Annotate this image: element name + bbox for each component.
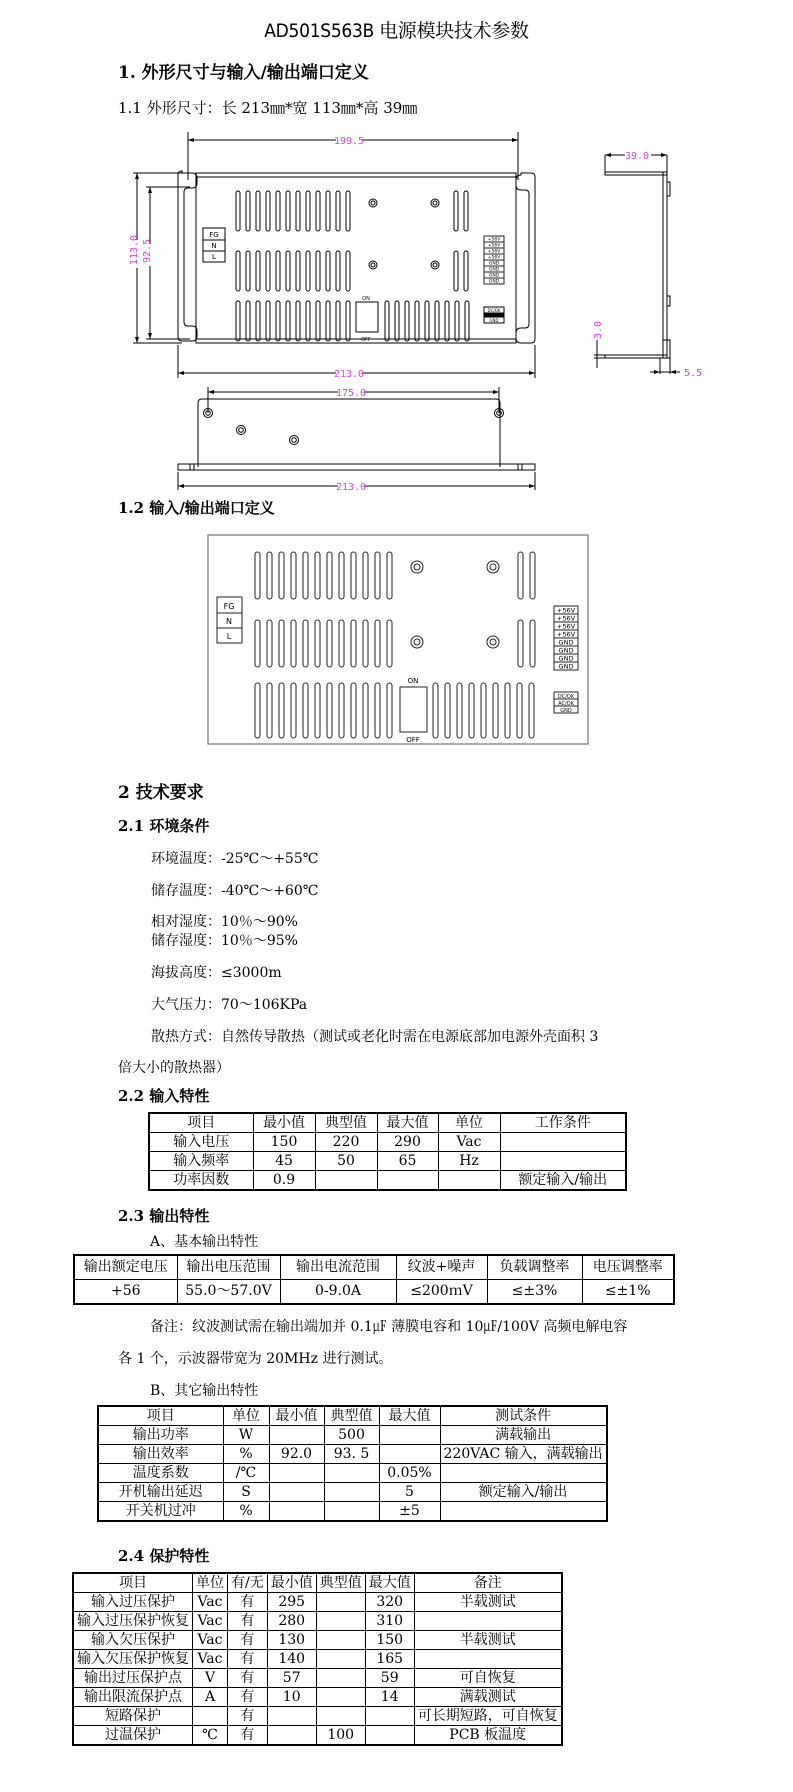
table-header-cell: 工作条件: [500, 1113, 626, 1133]
vent-slot: [363, 683, 368, 738]
table-cell: [365, 1726, 414, 1746]
output-terminal-label: +56V: [487, 255, 501, 261]
table-cell: 165: [365, 1650, 414, 1669]
table-cell: [324, 1464, 379, 1483]
table-cell: 可自恢复: [414, 1669, 562, 1688]
dim-side-flange: 3.0: [593, 320, 604, 340]
other-output-table: [97, 1405, 608, 1522]
dim-height-inner: 92.5: [142, 238, 153, 264]
env-storage-temp: 储存温度：-40℃～+60℃: [151, 883, 319, 899]
table-header-cell: 典型值: [324, 1406, 379, 1426]
table-cell: [365, 1707, 414, 1726]
table-cell: [269, 1426, 324, 1445]
table-header-cell: 电压调整率: [582, 1255, 674, 1280]
table-row: [73, 1669, 562, 1688]
env-altitude: 海拔高度：≤3000m: [151, 965, 282, 981]
table-cell: 功率因数: [149, 1171, 253, 1191]
table-cell: [316, 1688, 365, 1707]
table-cell: [379, 1426, 440, 1445]
table-cell: 半载测试: [414, 1631, 562, 1650]
output-terminal-label: GND: [488, 267, 500, 273]
table-cell: 短路保护: [73, 1707, 193, 1726]
table-cell: Vac: [193, 1612, 228, 1631]
ripple-note-line1: 备注：纹波测试需在输出端加并 0.1㎌ 薄膜电容和 10㎌/100V 高频电解电容: [150, 1319, 628, 1335]
table-row: [73, 1631, 562, 1650]
env-cooling-cont: 倍大小的散热器）: [118, 1060, 230, 1076]
table-header-row: [73, 1573, 562, 1593]
ripple-note-line2: 各 1 个，示波器带宽为 20MHz 进行测试。: [118, 1351, 393, 1367]
table-cell: [267, 1726, 316, 1746]
table-header-row: [98, 1406, 607, 1426]
table-row: [74, 1280, 674, 1305]
table-cell: 57: [267, 1669, 316, 1688]
port-switch-on: ON: [407, 677, 419, 685]
vent-slot: [279, 620, 284, 667]
table-cell: ℃: [193, 1726, 228, 1746]
table-cell: 有: [228, 1669, 268, 1688]
table-cell: 92.0: [269, 1445, 324, 1464]
table-header-cell: 单位: [223, 1406, 269, 1426]
table-cell: [377, 1171, 438, 1191]
table-header-cell: 最小值: [253, 1113, 315, 1133]
vent-slot: [351, 552, 356, 599]
vent-slot: [518, 552, 523, 599]
table-cell: Hz: [438, 1152, 500, 1171]
vent-slot: [351, 683, 356, 738]
table-cell: 输入电压: [149, 1133, 253, 1152]
vent-slot: [327, 552, 332, 599]
protection-table: [72, 1572, 563, 1746]
vent-slot: [303, 683, 308, 738]
table-cell: Vac: [438, 1133, 500, 1152]
table-cell: [500, 1152, 626, 1171]
table-header-cell: 纹波+噪声: [396, 1255, 487, 1280]
table-cell: 有: [228, 1726, 268, 1746]
table-header-cell: 项目: [149, 1113, 253, 1133]
table-row: [73, 1650, 562, 1669]
table-cell: [193, 1707, 228, 1726]
output-terminal-label: +56V: [487, 243, 501, 249]
table-cell: ≤±1%: [582, 1280, 674, 1305]
vent-slot: [469, 683, 474, 738]
table-cell: 130: [267, 1631, 316, 1650]
table-cell: 可长期短路，可自恢复: [414, 1707, 562, 1726]
table-row: [98, 1502, 607, 1522]
output-terminal-label: GND: [558, 662, 574, 671]
table-cell: [269, 1464, 324, 1483]
table-cell: PCB 板温度: [414, 1726, 562, 1746]
top-terminal-fg: FG: [209, 231, 219, 239]
top-switch-off: OFF: [361, 337, 371, 343]
table-cell: 0.9: [253, 1171, 315, 1191]
table-cell: 开关机过冲: [98, 1502, 223, 1522]
document-title: AD501S563B 电源模块技术参数: [264, 20, 529, 42]
section2-2-heading: 2.2 输入特性: [118, 1087, 210, 1105]
table-cell: [324, 1483, 379, 1502]
table-cell: 320: [365, 1593, 414, 1612]
table-header-cell: 最小值: [269, 1406, 324, 1426]
section2-heading: 2 技术要求: [118, 783, 204, 803]
table-row: [73, 1707, 562, 1726]
vent-slot: [291, 620, 296, 667]
dim-width-inner: 199.5: [333, 136, 365, 147]
table-cell: 有: [228, 1650, 268, 1669]
vent-slot: [375, 620, 380, 667]
table-cell: ≤±3%: [487, 1280, 582, 1305]
table-cell: [438, 1171, 500, 1191]
dim-side-height: 39.0: [624, 151, 650, 162]
vent-slot: [375, 552, 380, 599]
vent-slot: [530, 620, 535, 667]
table-header-cell: 典型值: [316, 1573, 365, 1593]
table-header-cell: 负载调整率: [487, 1255, 582, 1280]
output-terminal-label: GND: [488, 273, 500, 279]
dim-height-outer: 113.0: [129, 234, 140, 266]
table-cell: 45: [253, 1152, 315, 1171]
table-cell: 输入频率: [149, 1152, 253, 1171]
table-cell: [440, 1464, 607, 1483]
table-header-row: [149, 1113, 626, 1133]
table-cell: 150: [365, 1631, 414, 1650]
table-header-cell: 最小值: [267, 1573, 316, 1593]
table-cell: 310: [365, 1612, 414, 1631]
table-cell: [316, 1631, 365, 1650]
output-terminal-label: GND: [558, 646, 574, 655]
vent-slot: [315, 683, 320, 738]
section1-heading: 1. 外形尺寸与输入/输出端口定义: [118, 63, 369, 83]
table-cell: [316, 1650, 365, 1669]
table-cell: 输出效率: [98, 1445, 223, 1464]
table-header-cell: 单位: [438, 1113, 500, 1133]
section2-3-heading: 2.3 输出特性: [118, 1207, 210, 1225]
table-cell: 0-9.0A: [280, 1280, 396, 1305]
table-cell: ±5: [379, 1502, 440, 1522]
table-row: [73, 1593, 562, 1612]
vent-slot: [267, 620, 272, 667]
table-cell: 50: [315, 1152, 377, 1171]
table-cell: 温度系数: [98, 1464, 223, 1483]
table-cell: [414, 1612, 562, 1631]
output-terminal-label: +56V: [556, 630, 576, 639]
table-cell: 59: [365, 1669, 414, 1688]
table-cell: W: [223, 1426, 269, 1445]
vent-slot: [445, 683, 450, 738]
dim-front-length: 213.0: [335, 482, 367, 493]
table-cell: 有: [228, 1688, 268, 1707]
table-cell: 开机输出延迟: [98, 1483, 223, 1502]
vent-slot: [363, 620, 368, 667]
vent-slot: [303, 620, 308, 667]
table-row: [149, 1171, 626, 1191]
table-cell: 满载测试: [414, 1688, 562, 1707]
env-relative-humidity: 相对湿度：10％～90%: [151, 914, 298, 930]
vent-slot: [518, 620, 523, 667]
vent-slot: [279, 683, 284, 738]
table-cell: S: [223, 1483, 269, 1502]
vent-slot: [375, 683, 380, 738]
port-signal-gnd: GND: [560, 708, 572, 714]
table-cell: [500, 1133, 626, 1152]
table-cell: 有: [228, 1612, 268, 1631]
vent-slot: [327, 620, 332, 667]
vent-slot: [481, 683, 486, 738]
table-cell: [269, 1502, 324, 1522]
top-switch-on: ON: [362, 296, 370, 302]
port-switch-off: OFF: [406, 736, 420, 744]
table-cell: [316, 1669, 365, 1688]
table-cell: 满载输出: [440, 1426, 607, 1445]
table-cell: 0.05%: [379, 1464, 440, 1483]
table-cell: 过温保护: [73, 1726, 193, 1746]
table-cell: Vac: [193, 1631, 228, 1650]
vent-slot: [505, 683, 510, 738]
dim-side-offset: 5.5: [684, 368, 703, 379]
table-header-cell: 最大值: [379, 1406, 440, 1426]
vent-slot: [387, 620, 392, 667]
vent-slot: [351, 620, 356, 667]
vent-slot: [387, 552, 392, 599]
vent-slot: [315, 552, 320, 599]
table-row: [149, 1133, 626, 1152]
vent-slot: [363, 552, 368, 599]
table-row: [73, 1688, 562, 1707]
table-cell: 55.0～57.0V: [177, 1280, 280, 1305]
output-terminal-label: +56V: [556, 622, 576, 631]
table-cell: 半载测试: [414, 1593, 562, 1612]
table-cell: 输出功率: [98, 1426, 223, 1445]
table-cell: 290: [377, 1133, 438, 1152]
vent-slot: [433, 683, 438, 738]
vent-slot: [339, 552, 344, 599]
table-cell: 有: [228, 1707, 268, 1726]
port-definition-drawing: [0, 0, 793, 760]
table-cell: [324, 1502, 379, 1522]
table-cell: Vac: [193, 1593, 228, 1612]
table-header-cell: 项目: [98, 1406, 223, 1426]
table-cell: 220VAC 输入，满载输出: [440, 1445, 607, 1464]
basic-output-table: [73, 1254, 675, 1305]
dim-width-outer: 213.0: [333, 369, 365, 380]
table-cell: [315, 1171, 377, 1191]
port-terminal-fg: FG: [223, 602, 235, 611]
output-terminal-label: +56V: [556, 606, 576, 615]
table-cell: 14: [365, 1688, 414, 1707]
table-header-row: [74, 1255, 674, 1280]
table-cell: 295: [267, 1593, 316, 1612]
vent-slot: [387, 683, 392, 738]
vent-slot: [457, 683, 462, 738]
table-row: [98, 1445, 607, 1464]
table-header-cell: 最大值: [377, 1113, 438, 1133]
table-cell: [316, 1707, 365, 1726]
table-cell: A: [193, 1688, 228, 1707]
top-signal-dcok: DC/OK: [487, 308, 501, 313]
table-cell: %: [223, 1445, 269, 1464]
table-header-cell: 最大值: [365, 1573, 414, 1593]
table-cell: 65: [377, 1152, 438, 1171]
vent-slot: [291, 683, 296, 738]
table-cell: 输出限流保护点: [73, 1688, 193, 1707]
vent-slot: [339, 683, 344, 738]
input-characteristics-table: [148, 1112, 627, 1191]
vent-slot: [529, 683, 534, 738]
vent-slot: [255, 683, 260, 738]
output-b-label: B、其它输出特性: [150, 1383, 259, 1399]
table-cell: 额定输入/输出: [440, 1483, 607, 1502]
table-cell: V: [193, 1669, 228, 1688]
table-cell: 输入欠压保护: [73, 1631, 193, 1650]
table-cell: 150: [253, 1133, 315, 1152]
table-row: [98, 1483, 607, 1502]
table-cell: 10: [267, 1688, 316, 1707]
output-terminal-label: +56V: [556, 614, 576, 623]
vent-slot: [327, 683, 332, 738]
table-header-cell: 备注: [414, 1573, 562, 1593]
vent-slot: [255, 620, 260, 667]
env-ambient-temp: 环境温度：-25℃～+55℃: [151, 851, 319, 867]
vent-slot: [315, 620, 320, 667]
table-cell: %: [223, 1502, 269, 1522]
output-terminal-label: GND: [558, 654, 574, 663]
table-header-cell: 输出额定电压: [74, 1255, 177, 1280]
table-row: [98, 1426, 607, 1445]
vent-slot: [303, 552, 308, 599]
table-cell: ≤200ｍV: [396, 1280, 487, 1305]
table-header-cell: 项目: [73, 1573, 193, 1593]
env-cooling: 散热方式：自然传导散热（测试或老化时需在电源底部加电源外壳面积 3: [151, 1029, 599, 1045]
table-cell: [379, 1445, 440, 1464]
table-cell: 500: [324, 1426, 379, 1445]
table-row: [73, 1726, 562, 1746]
table-header-cell: 输出电流范围: [280, 1255, 396, 1280]
vent-slot: [267, 683, 272, 738]
table-cell: [316, 1593, 365, 1612]
port-terminal-n: N: [226, 617, 232, 626]
table-cell: 输出过压保护点: [73, 1669, 193, 1688]
vent-slot: [517, 683, 522, 738]
section1-2-heading: 1.2 输入/输出端口定义: [118, 499, 275, 517]
table-cell: 5: [379, 1483, 440, 1502]
table-cell: [316, 1612, 365, 1631]
table-cell: +56: [74, 1280, 177, 1305]
vent-slot: [291, 552, 296, 599]
table-cell: 140: [267, 1650, 316, 1669]
table-cell: Vac: [193, 1650, 228, 1669]
table-cell: 输入欠压保护恢复: [73, 1650, 193, 1669]
table-cell: [414, 1650, 562, 1669]
table-cell: /℃: [223, 1464, 269, 1483]
table-header-cell: 单位: [193, 1573, 228, 1593]
table-row: [98, 1464, 607, 1483]
table-cell: 有: [228, 1631, 268, 1650]
table-cell: 额定输入/输出: [500, 1171, 626, 1191]
section2-1-heading: 2.1 环境条件: [118, 817, 210, 835]
port-signal-acok: AC/OK: [558, 701, 574, 707]
port-terminal-l: L: [226, 632, 232, 641]
table-row: [73, 1612, 562, 1631]
table-cell: 280: [267, 1612, 316, 1631]
output-a-label: A、基本输出特性: [150, 1234, 259, 1250]
vent-slot: [267, 552, 272, 599]
top-signal-gnd: GND: [489, 318, 499, 323]
table-cell: 有: [228, 1593, 268, 1612]
vent-slot: [339, 620, 344, 667]
output-terminal-label: +56V: [487, 249, 501, 255]
top-terminal-n: N: [211, 242, 217, 250]
table-cell: 93. 5: [324, 1445, 379, 1464]
top-terminal-l: L: [212, 253, 216, 261]
table-cell: [269, 1483, 324, 1502]
section2-4-heading: 2.4 保护特性: [118, 1547, 210, 1565]
table-header-cell: 测试条件: [440, 1406, 607, 1426]
vent-slot: [530, 552, 535, 599]
env-pressure: 大气压力：70～106KPa: [151, 997, 308, 1013]
table-header-cell: 输出电压范围: [177, 1255, 280, 1280]
output-terminal-label: +56V: [487, 237, 501, 243]
table-cell: 输入过压保护恢复: [73, 1612, 193, 1631]
section1-1-heading: 1.1 外形尺寸：长 213㎜*宽 113㎜*高 39㎜: [118, 99, 418, 117]
vent-slot: [493, 683, 498, 738]
port-signal-dcok: DC/OK: [557, 694, 575, 700]
env-storage-humidity: 储存湿度：10％～95%: [151, 933, 298, 949]
table-cell: 220: [315, 1133, 377, 1152]
table-cell: 输入过压保护: [73, 1593, 193, 1612]
vent-slot: [255, 552, 260, 599]
table-header-cell: 有/无: [228, 1573, 268, 1593]
table-row: [149, 1152, 626, 1171]
dim-front-holes: 175.0: [335, 388, 367, 399]
table-cell: [440, 1502, 607, 1522]
output-terminal-label: GND: [488, 261, 500, 267]
output-terminal-label: GND: [558, 638, 574, 647]
table-header-cell: 典型值: [315, 1113, 377, 1133]
table-cell: 100: [316, 1726, 365, 1746]
vent-slot: [279, 552, 284, 599]
output-terminal-label: GND: [488, 279, 500, 285]
table-cell: [267, 1707, 316, 1726]
